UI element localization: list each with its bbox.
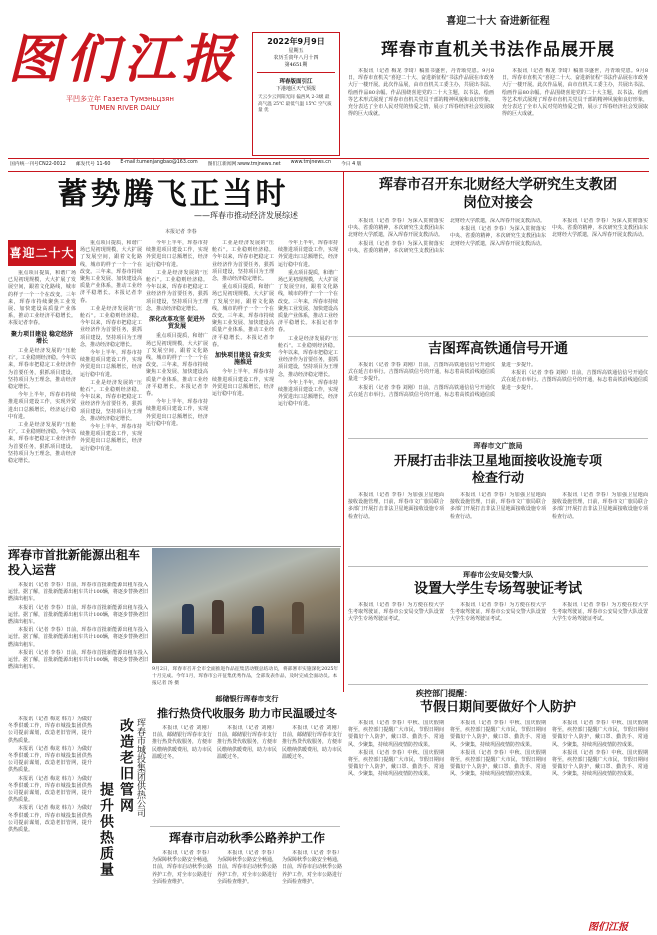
issue-info-box <box>252 32 340 156</box>
lead-banner: 喜迎二十大 <box>8 240 76 266</box>
edition-note: 珲春版面引江 <box>279 79 313 85</box>
right-4-kicker: 珲春市公安局交警大队 <box>463 571 533 579</box>
header-web-2[interactable]: www.tmjnews.cn <box>290 160 331 165</box>
bottom-headline: 珲春市启动秋季公路养护工作 <box>168 831 325 845</box>
right-article-5: 疾控部门提醒： 节假日期间要做好个人防护 本报讯（记者 李春）中秋、国庆假期将至，疾控部门提醒广大市民，节假日期间要做好个人防护，戴口罩、勤洗手、常通风、少聚集，持续巩固疫情防控成果。 本报讯（记者 李春）中秋、国庆假期将至，疾控部门提醒广大市民，节假日期间要做好个人防护，戴口罩、勤洗手、常通风、少聚集，持续巩固疫情防控成果。 本报讯（记者 李春）中秋、国庆假期将至，疾控部门提醒广大市民，节假日期间要做好个人防护，戴口罩、勤洗手、常通风、少聚集，持续巩固疫情防控成果。 本报讯（记者 李春）中秋、国庆假期将至，疾控部门提醒广大市民，节假日期间要做好个人防护，戴口罩、勤洗手、常通风、少聚集，持续巩固疫情防控成果。 本报讯（记者 李春）中秋、国庆假期将至，疾控部门提醒广大市民，节假日期间要做好个人防护，戴口罩、勤洗手、常通风、少聚集，持续巩固疫情防控成果。 本报讯（记者 李春）中秋、国庆假期将至，疾控部门提醒广大市民，节假日期间要做好个人防护，戴口罩、勤洗手、常通风、少聚集，持续巩固疫情防控成果。 <box>348 689 648 778</box>
masthead-logo: 图们江报 <box>8 29 241 90</box>
heating-vertical-headline-1: 改造老旧管网 <box>118 718 134 814</box>
issue-number: 第4651期 <box>284 62 308 68</box>
right-article-4: 珲春市公安局交警大队 设置大学生专场驾驶证考试 本报讯（记者 李春）为方便在校大学生考取驾驶证，珲春市公安局交警大队设置大学生专场驾驶证考试。 本报讯（记者 李春）为方便在校大学生考取驾驶证，珲春市公安局交警大队设置大学生专场驾驶证考试。 本报讯（记者 李春）为方便在校大学生考取驾驶证，珲春市公安局交警大队设置大学生专场驾驶证考试。 <box>348 571 648 623</box>
header-web[interactable]: 图们江新闻网:www.tmjnews.net <box>207 162 281 167</box>
masthead-subtitle: 平凹多立年 Газета Тумэньцзян <box>66 95 174 103</box>
middle-bottom-headline: 推行热贷代收服务 助力市民温暖过冬 <box>157 707 337 720</box>
lead-subhead-1: 聚力项目建设 稳定经济增长 <box>10 330 74 345</box>
header-cn-number: 国内统一刊号CN22-0012 <box>10 162 66 167</box>
top-article-body: 本报讯（记者 梅龙 李琦）稿墨书盛世，丹青颂党恩。9月8日，珲春市直机关“喜迎二十大、奋进新征程”书法作品展在市政务大厅一楼开展。此次作品展，由市直机关工委主办，共展出书法、绘画作品80余幅。作品围绕喜迎党的二十大主题，以书法、绘画等艺术形式展现了珲春市直机关党员干部的精神风貌和良好形象，充分表达了全市人民对党的热爱之情，展示了珲春经济社会发展取得的巨大成就。 本报讯（记者 梅龙 李琦）稿墨书盛世，丹青颂党恩。9月8日，珲春市直机关“喜迎二十大、奋进新征程”书法作品展在市政务大厅一楼开展。此次作品展，由市直机关工委主办，共展出书法、绘画作品80余幅。作品围绕喜迎党的二十大主题，以书法、绘画等艺术形式展现了珲春市直机关党员干部的精神风貌和良好形象，充分表达了全市人民对党的热爱之情，展示了珲春经济社会发展取得的巨大成就。 <box>348 68 648 118</box>
lead-body-col5: 今年上半年，珲春市持续推进项目建设工作，实现外贸进出口总额增长，经济运行稳中有进。 重点项目提质，和谐广场已见初现规模，大大扩展了发展空间，跟着文化路线，城市的样子一个一个在改变。三年来，珲春市持续聚焦工业发展、加快建设高质量产业体系，推动工业经济平稳增长。本报记者李春。 工业是经济发展的“压舱石”。工业稳则经济稳。今年以来，珲春市把稳定工业经济作为首要任务，狠抓项目建设，坚持项目为王理念，推动经济稳定增长。 今年上半年，珲春市持续推进项目建设工作，实现外贸进出口总额增长，经济运行稳中有进。 <box>278 240 338 408</box>
top-article-kicker: 喜迎二十大 奋进新征程 <box>446 16 550 27</box>
right-5-headline: 节假日期间要做好个人防护 <box>419 700 576 715</box>
middle-bottom-kicker: 邮储银行珲春市支行 <box>215 695 279 703</box>
right-1-headline: 珲春市召开东北财经大学研究生支教团岗位对接会 <box>379 177 617 211</box>
header-bar <box>10 160 650 169</box>
heating-article: 改造老旧管网 提升供热质量 珲春市城投集团供热公司 本报讯（记者 梅龙 韩力）为做好冬季供暖工作，珲春市城投集团供热公司提前谋划，改造老旧管网，提升供热质量。 本报讯（记者 梅龙 韩力）为做好冬季供暖工作，珲春市城投集团供热公司提前谋划，改造老旧管网，提升供热质量。 本报讯（记者 梅龙 韩力）为做好冬季供暖工作，珲春市城投集团供热公司提前谋划，改造老旧管网，提升供热质量。 本报讯（记者 梅龙 韩力）为做好冬季供暖工作，珲春市城投集团供热公司提前谋划，改造老旧管网，提升供热质量。 <box>8 716 145 878</box>
issue-date: 2022年9月9日 <box>267 37 325 46</box>
masthead <box>8 22 248 122</box>
news-photo <box>152 548 340 663</box>
edition-sub: 下港地区天气预报 <box>275 86 316 92</box>
right-3-headline: 开展打击非法卫星地面接收设施专项检查行动 <box>393 454 602 486</box>
right-article-1: 珲春市召开东北财经大学研究生支教团岗位对接会 本报讯（记者 李春）为深入贯彻落实中央、省委的精神，本次研究生支教团由东北财经大学派遣，深入珲春开展支教活动。 本报讯（记者 李春）为深入贯彻落实中央、省委的精神，本次研究生支教团由东北财经大学派遣，深入珲春开展支教活动。 本报讯（记者 李春）为深入贯彻落实中央、省委的精神，本次研究生支教团由东北财经大学派遣，深入珲春开展支教活动。 本报讯（记者 李春）为深入贯彻落实中央、省委的精神，本次研究生支教团由东北财经大学派遣，深入珲春开展支教活动。 <box>348 177 648 254</box>
lead-body-col3: 今年上半年，珲春市持续推进项目建设工作，实现外贸进出口总额增长，经济运行稳中有进。 工业是经济发展的“压舱石”。工业稳则经济稳。今年以来，珲春市把稳定工业经济作为首要任务，狠抓项目建设，坚持项目为王理念，推动经济稳定增长。 深化改革攻坚 促进外贸发展 重点项目提质，和谐广场已见初现规模，大大扩展了发展空间，跟着文化路线，城市的样子一个一个在改变。三年来，珲春市持续聚焦工业发展、加快建设高质量产业体系，推动工业经济平稳增长。本报记者李春。 今年上半年，珲春市持续推进项目建设工作，实现外贸进出口总额增长，经济运行稳中有进。 <box>146 240 208 427</box>
middle-bottom-article: 邮储银行珲春市支行 推行热贷代收服务 助力市民温暖过冬 本报讯（记者 刘刚）日前，邮储银行珲春市支行推行热贷代收服务，方便市民缴纳供暖费用，助力市民温暖过冬。 本报讯（记者 刘刚）日前，邮储银行珲春市支行推行热贷代收服务，方便市民缴纳供暖费用，助力市民温暖过冬。 本报讯（记者 刘刚）日前，邮储银行珲春市支行推行热贷代收服务，方便市民缴纳供暖费用，助力市民温暖过冬。 <box>152 695 342 760</box>
lead-article <box>8 178 338 223</box>
taxi-article: 珲春市首批新能源出租车投入运营 本报讯（记者 李春）日前，珲春市首批新能源出租车投入运营。据了解，首批新能源出租车共计100辆，将逐步替换老旧燃油出租车。 本报讯（记者 李春）日前，珲春市首批新能源出租车投入运营。据了解，首批新能源出租车共计100辆，将逐步替换老旧燃油出租车。 本报讯（记者 李春）日前，珲春市首批新能源出租车投入运营。据了解，首批新能源出租车共计100辆，将逐步替换老旧燃油出租车。 本报讯（记者 李春）日前，珲春市首批新能源出租车投入运营。据了解，首批新能源出租车共计100辆，将逐步替换老旧燃油出租车。 <box>8 548 148 671</box>
heating-vertical-kicker: 珲春市城投集团供热公司 <box>135 718 145 817</box>
lead-body-col2: 重点项目提质，和谐广场已见初现规模，大大扩展了发展空间，跟着文化路线，城市的样子一个一个在改变。三年来，珲春市持续聚焦工业发展、加快建设高质量产业体系，推动工业经济平稳增长。本报记者李春。 工业是经济发展的“压舱石”。工业稳则经济稳。今年以来，珲春市把稳定工业经济作为首要任务，狠抓项目建设，坚持项目为王理念，推动经济稳定增长。 今年上半年，珲春市持续推进项目建设工作，实现外贸进出口总额增长，经济运行稳中有进。 工业是经济发展的“压舱石”。工业稳则经济稳。今年以来，珲春市把稳定工业经济作为首要任务，狠抓项目建设，坚持项目为王理念，推动经济稳定增长。 今年上半年，珲春市持续推进项目建设工作，实现外贸进出口总额增长，经济运行稳中有进。 <box>80 240 142 452</box>
lead-body-col4: 工业是经济发展的“压舱石”。工业稳则经济稳。今年以来，珲春市把稳定工业经济作为首要任务，狠抓项目建设，坚持项目为王理念，推动经济稳定增长。 重点项目提质，和谐广场已见初现规模，大大扩展了发展空间，跟着文化路线，城市的样子一个一个在改变。三年来，珲春市持续聚焦工业发展、加快建设高质量产业体系，推动工业经济平稳增长。本报记者李春。 加快项目建设 奋发实施推进 今年上半年，珲春市持续推进项目建设工作，实现外贸进出口总额增长，经济运行稳中有进。 <box>212 240 274 398</box>
lead-body-col1: 重点项目提质，和谐广场已见初现规模，大大扩展了发展空间，跟着文化路线，城市的样子一个一个在改变。三年来，珲春市持续聚焦工业发展、加快建设高质量产业体系，推动工业经济平稳增长。本报记者李春。 聚力项目建设 稳定经济增长 工业是经济发展的“压舱石”。工业稳则经济稳。今年以来，珲春市把稳定工业经济作为首要任务，狠抓项目建设，坚持项目为王理念，推动经济稳定增长。 今年上半年，珲春市持续推进项目建设工作，实现外贸进出口总额增长，经济运行稳中有进。 工业是经济发展的“压舱石”。工业稳则经济稳。今年以来，珲春市把稳定工业经济作为首要任务，狠抓项目建设，坚持项目为王理念，推动经济稳定增长。 <box>8 270 76 465</box>
issue-lunar: 农历壬寅年八月十四 <box>273 55 319 61</box>
masthead-en-name: TUMEN RIVER DAILY <box>90 104 160 112</box>
lead-byline: 本报记者 李春 <box>165 229 197 235</box>
lead-subhead-3: 加快项目建设 奋发实施推进 <box>214 352 272 367</box>
taxi-headline: 珲春市首批新能源出租车投入运营 <box>8 548 141 577</box>
footer-logo: 图们江报 <box>588 922 628 933</box>
header-pages: 今日 4 版 <box>340 162 362 167</box>
bottom-article: 珲春市启动秋季公路养护工作 本报讯（记者 李春）为保障秋季公路安全畅通，日前，珲春市启动秋季公路养护工作，对全市公路进行全面检查维护。 本报讯（记者 李春）为保障秋季公路安全畅通，日前，珲春市启动秋季公路养护工作，对全市公路进行全面检查维护。 本报讯（记者 李春）为保障秋季公路安全畅通，日前，珲春市启动秋季公路养护工作，对全市公路进行全面检查维护。 <box>152 831 342 885</box>
issue-weekday: 星期五 <box>288 48 304 54</box>
top-article-headline: 珲春市直机关书法作品展开展 <box>381 40 615 60</box>
photo-caption: 9月2日，珲春市召开全市全面推进作品征集活动暨总结动员，将部署市实施深化2025年十月完成。今年1月，珲春市公开征集优秀作品，全部发表作品，及时完成全面动员。本报记者 汤 摄 <box>152 667 339 686</box>
right-2-headline: 吉图珲高铁通信号开通 <box>428 341 568 357</box>
top-article <box>348 8 648 158</box>
weather-text: 天云少云到阳光间 偏西风 2-3级 最高气温 25℃ 最低气温 15℃ 空气质量 优 <box>258 95 332 113</box>
right-article-2: 吉图珲高铁通信号开通 本报讯（记者 李春 刘刚）日前，吉图珲高铁通信信号开通仪式在延吉市举行。吉图珲高铁信号的开通，标志着高铁沿线通信质量进一步提升。 本报讯（记者 李春 刘刚）日前，吉图珲高铁通信信号开通仪式在延吉市举行。吉图珲高铁信号的开通，标志着高铁沿线通信质量进一步提升。 本报讯（记者 李春 刘刚）日前，吉图珲高铁通信信号开通仪式在延吉市举行。吉图珲高铁信号的开通，标志着高铁沿线通信质量进一步提升。 <box>348 341 648 398</box>
heating-vertical-headline-2: 提升供热质量 <box>98 782 114 878</box>
lead-subheadline: ——珲春市推动经济发展综述 <box>194 211 298 220</box>
right-5-kicker: 疾控部门提醒： <box>416 689 472 698</box>
right-article-3: 珲春市文广旅局 开展打击非法卫星地面接收设施专项检查行动 本报讯（记者 李春）为加强卫星地面接收设施管理，日前，珲春市文广旅局联合多部门开展打击非法卫星地面接收设施专项检查行动。 本报讯（记者 李春）为加强卫星地面接收设施管理，日前，珲春市文广旅局联合多部门开展打击非法卫星地面接收设施专项检查行动。 本报讯（记者 李春）为加强卫星地面接收设施管理，日前，珲春市文广旅局联合多部门开展打击非法卫星地面接收设施专项检查行动。 <box>348 442 648 520</box>
right-3-kicker: 珲春市文广旅局 <box>473 442 523 450</box>
right-4-headline: 设置大学生专场驾驶证考试 <box>414 581 582 597</box>
lead-subhead-2: 深化改革攻坚 促进外贸发展 <box>148 316 206 331</box>
header-email[interactable]: E-mail:tumenjangbao@163.com <box>120 160 198 165</box>
header-post-number: 邮发代号 11-60 <box>75 162 111 167</box>
lead-headline: 蓄势腾飞正当时 <box>57 177 289 212</box>
